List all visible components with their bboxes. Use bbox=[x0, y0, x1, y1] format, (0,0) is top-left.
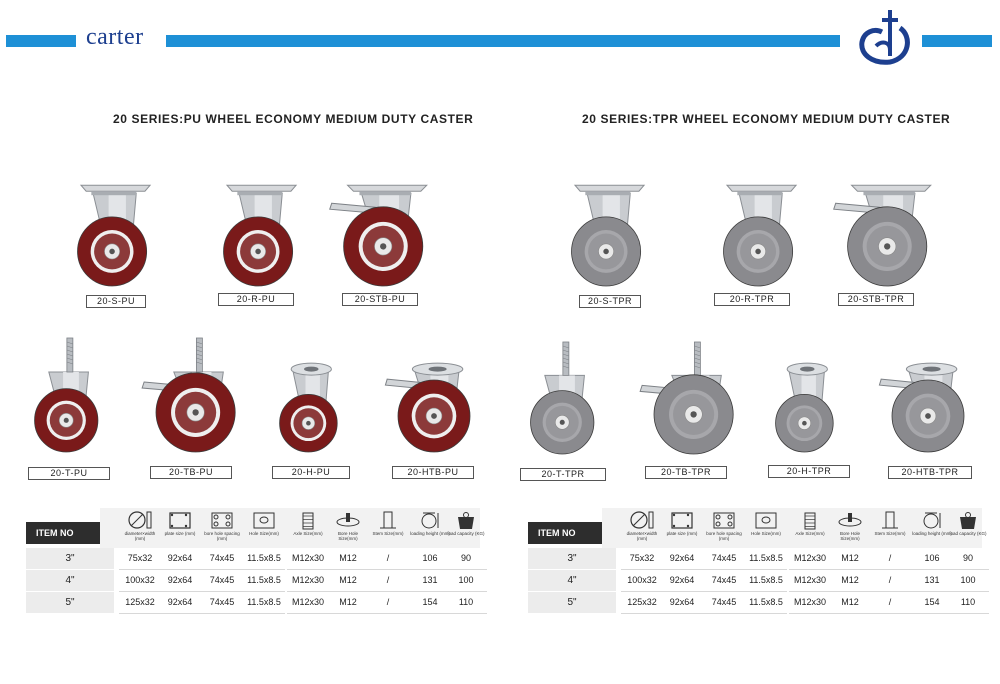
spec-column-caption: Hole Size(mm) bbox=[751, 531, 781, 536]
spec-column-caption: diameter×width (mm) bbox=[124, 531, 156, 541]
spec-column-caption: Stem Size(mm) bbox=[372, 531, 404, 536]
spec-value-cell: 75x32 bbox=[119, 548, 161, 570]
spec-column-caption: bore hole spacing (mm) bbox=[706, 531, 742, 541]
spec-value-cell: 106 bbox=[911, 548, 953, 570]
item-no-header: ITEM NO bbox=[26, 522, 100, 544]
spec-value-cell: 74x45 bbox=[703, 570, 745, 592]
spec-column-header bbox=[244, 510, 284, 536]
20-stb-pu-caster-image bbox=[316, 180, 436, 290]
spec-value-cell: 74x45 bbox=[703, 548, 745, 570]
tpr-section-title: 20 SERIES:TPR WHEEL ECONOMY MEDIUM DUTY CASTER bbox=[582, 112, 951, 126]
20-s-pu-caster-image bbox=[66, 180, 162, 290]
spec-column-header bbox=[830, 510, 870, 541]
spec-value-cell: 100 bbox=[947, 570, 989, 592]
spec-column-caption: loading height (mm) bbox=[912, 531, 952, 536]
plate-size-icon bbox=[669, 510, 695, 530]
spec-value-cell: 74x45 bbox=[201, 592, 243, 614]
wheel-diameter-icon bbox=[127, 510, 153, 530]
header-bar-middle bbox=[166, 35, 840, 47]
20-s-pu-model-label: 20-S-PU bbox=[86, 295, 146, 308]
spec-value-cell: 154 bbox=[409, 592, 451, 614]
spec-column-caption: load capacity (KG) bbox=[447, 531, 485, 536]
spec-column-header bbox=[746, 510, 786, 536]
spec-column-header bbox=[288, 510, 328, 536]
spec-value-cell: M12 bbox=[327, 592, 369, 614]
spec-value-cell: 110 bbox=[445, 592, 487, 614]
20-s-tpr-caster-image bbox=[560, 180, 656, 290]
plate-size-icon bbox=[167, 510, 193, 530]
20-htb-pu-model-label: 20-HTB-PU bbox=[392, 466, 474, 479]
20-tb-pu-model-label: 20-TB-PU bbox=[150, 466, 232, 479]
spec-column-caption: load capacity (KG) bbox=[949, 531, 987, 536]
20-h-pu-model-label: 20-H-PU bbox=[272, 466, 350, 479]
spec-column-header bbox=[912, 510, 952, 536]
spec-value-cell: M12 bbox=[829, 592, 871, 614]
spec-column-header bbox=[328, 510, 368, 541]
spec-column-caption: Stem Size(mm) bbox=[874, 531, 906, 536]
wheel-size-cell: 4" bbox=[528, 570, 616, 592]
load-capacity-icon bbox=[955, 510, 981, 530]
spec-value-cell: 11.5x8.5 bbox=[243, 548, 285, 570]
20-tb-pu-caster-image bbox=[134, 336, 244, 456]
spec-column-header bbox=[870, 510, 910, 536]
wheel-size-cell: 3" bbox=[26, 548, 114, 570]
20-h-tpr-caster-image bbox=[766, 350, 846, 456]
loading-height-icon bbox=[919, 510, 945, 530]
spec-value-cell: 125x32 bbox=[621, 592, 663, 614]
20-t-pu-model-label: 20-T-PU bbox=[28, 467, 110, 480]
wheel-diameter-icon bbox=[629, 510, 655, 530]
spec-value-cell: 11.5x8.5 bbox=[243, 592, 285, 614]
spec-value-cell: 90 bbox=[947, 548, 989, 570]
spec-value-cell: M12x30 bbox=[287, 570, 329, 592]
spec-column-header bbox=[662, 510, 702, 536]
spec-value-cell: / bbox=[869, 592, 911, 614]
spec-table-row bbox=[528, 570, 982, 592]
spec-column-header bbox=[622, 510, 662, 541]
spec-value-cell: M12 bbox=[829, 548, 871, 570]
spec-value-cell: M12x30 bbox=[789, 548, 831, 570]
header-bar-left bbox=[6, 35, 76, 47]
20-r-pu-caster-image bbox=[212, 180, 308, 290]
spec-value-cell: M12x30 bbox=[287, 548, 329, 570]
spec-value-cell: 11.5x8.5 bbox=[745, 592, 787, 614]
20-htb-tpr-model-label: 20-HTB-TPR bbox=[888, 466, 972, 479]
spec-value-cell: 154 bbox=[911, 592, 953, 614]
spec-value-cell: 100x32 bbox=[119, 570, 161, 592]
20-htb-pu-caster-image bbox=[378, 350, 478, 456]
spec-column-caption: bore hole spacing (mm) bbox=[204, 531, 240, 541]
hole-size-icon bbox=[251, 510, 277, 530]
spec-column-caption: Axle Size(mm) bbox=[795, 531, 825, 536]
stem-size-icon bbox=[375, 510, 401, 530]
spec-value-cell: 92x64 bbox=[661, 592, 703, 614]
load-capacity-icon bbox=[453, 510, 479, 530]
spec-column-caption: Bore Hole Size(mm) bbox=[839, 531, 860, 541]
spec-value-cell: 11.5x8.5 bbox=[243, 570, 285, 592]
spec-value-cell: 74x45 bbox=[201, 570, 243, 592]
20-r-tpr-caster-image bbox=[712, 180, 808, 290]
stem-size-icon bbox=[877, 510, 903, 530]
spec-column-header bbox=[704, 510, 744, 541]
spec-value-cell: / bbox=[869, 548, 911, 570]
spec-column-header bbox=[790, 510, 830, 536]
spec-value-cell: 11.5x8.5 bbox=[745, 570, 787, 592]
spec-column-header bbox=[368, 510, 408, 536]
20-s-tpr-model-label: 20-S-TPR bbox=[579, 295, 641, 308]
wheel-size-cell: 3" bbox=[528, 548, 616, 570]
spec-table-row bbox=[26, 570, 480, 592]
spec-column-caption: Bore Hole Size(mm) bbox=[337, 531, 358, 541]
spec-value-cell: 106 bbox=[409, 548, 451, 570]
pu-section-title: 20 SERIES:PU WHEEL ECONOMY MEDIUM DUTY CASTER bbox=[113, 112, 474, 126]
spec-value-cell: M12x30 bbox=[287, 592, 329, 614]
20-h-pu-caster-image bbox=[270, 350, 350, 456]
spec-table-row bbox=[26, 548, 480, 570]
spec-value-cell: 11.5x8.5 bbox=[745, 548, 787, 570]
item-no-header: ITEM NO bbox=[528, 522, 602, 544]
spec-column-caption: diameter×width (mm) bbox=[626, 531, 658, 541]
loading-height-icon bbox=[417, 510, 443, 530]
spec-value-cell: 92x64 bbox=[159, 570, 201, 592]
spec-value-cell: 74x45 bbox=[703, 592, 745, 614]
spec-value-cell: M12x30 bbox=[789, 570, 831, 592]
wheel-size-cell: 5" bbox=[528, 592, 616, 614]
20-t-tpr-model-label: 20-T-TPR bbox=[520, 468, 606, 481]
20-r-tpr-model-label: 20-R-TPR bbox=[714, 293, 790, 306]
spec-table-row bbox=[528, 548, 982, 570]
spec-column-caption: Axle Size(mm) bbox=[293, 531, 323, 536]
spec-value-cell: / bbox=[869, 570, 911, 592]
spec-column-caption: loading height (mm) bbox=[410, 531, 450, 536]
20-htb-tpr-caster-image bbox=[872, 350, 972, 456]
20-tb-tpr-caster-image bbox=[632, 340, 742, 458]
20-h-tpr-model-label: 20-H-TPR bbox=[768, 465, 850, 478]
spec-value-cell: 92x64 bbox=[661, 570, 703, 592]
spec-column-caption: plate size (mm) bbox=[666, 531, 698, 536]
spec-value-cell: 110 bbox=[947, 592, 989, 614]
spec-value-cell: 90 bbox=[445, 548, 487, 570]
spec-value-cell: 92x64 bbox=[159, 592, 201, 614]
bolt-hole-spacing-icon bbox=[711, 510, 737, 530]
wheel-size-cell: 5" bbox=[26, 592, 114, 614]
spec-table-row bbox=[26, 592, 480, 614]
spec-value-cell: M12x30 bbox=[789, 592, 831, 614]
axle-size-icon bbox=[295, 510, 321, 530]
spec-column-header bbox=[446, 510, 486, 536]
spec-column-header bbox=[160, 510, 200, 536]
spec-column-header bbox=[120, 510, 160, 541]
carter-logo-icon bbox=[852, 6, 916, 68]
spec-value-cell: 100 bbox=[445, 570, 487, 592]
spec-value-cell: 92x64 bbox=[159, 548, 201, 570]
20-stb-tpr-caster-image bbox=[820, 180, 940, 290]
spec-table-row bbox=[528, 592, 982, 614]
spec-value-cell: 75x32 bbox=[621, 548, 663, 570]
spec-value-cell: / bbox=[367, 548, 409, 570]
20-t-pu-caster-image bbox=[24, 336, 112, 456]
20-stb-pu-model-label: 20-STB-PU bbox=[342, 293, 418, 306]
spec-value-cell: M12 bbox=[327, 548, 369, 570]
20-r-pu-model-label: 20-R-PU bbox=[218, 293, 294, 306]
spec-value-cell: / bbox=[367, 592, 409, 614]
tpr-spec-table bbox=[528, 508, 987, 610]
spec-value-cell: M12 bbox=[327, 570, 369, 592]
bore-hole-size-icon bbox=[335, 510, 361, 530]
20-t-tpr-caster-image bbox=[520, 340, 608, 458]
spec-column-caption: plate size (mm) bbox=[164, 531, 196, 536]
spec-value-cell: 131 bbox=[911, 570, 953, 592]
axle-size-icon bbox=[797, 510, 823, 530]
spec-value-cell: / bbox=[367, 570, 409, 592]
spec-column-header bbox=[948, 510, 988, 536]
hole-size-icon bbox=[753, 510, 779, 530]
spec-column-caption: Hole Size(mm) bbox=[249, 531, 279, 536]
wheel-size-cell: 4" bbox=[26, 570, 114, 592]
20-stb-tpr-model-label: 20-STB-TPR bbox=[838, 293, 914, 306]
spec-column-header bbox=[202, 510, 242, 541]
brand-name: carter bbox=[86, 24, 144, 50]
spec-value-cell: M12 bbox=[829, 570, 871, 592]
spec-column-header bbox=[410, 510, 450, 536]
bolt-hole-spacing-icon bbox=[209, 510, 235, 530]
bore-hole-size-icon bbox=[837, 510, 863, 530]
spec-value-cell: 125x32 bbox=[119, 592, 161, 614]
header-bar-right bbox=[922, 35, 992, 47]
20-tb-tpr-model-label: 20-TB-TPR bbox=[645, 466, 727, 479]
spec-value-cell: 100x32 bbox=[621, 570, 663, 592]
pu-spec-table bbox=[26, 508, 485, 610]
spec-value-cell: 131 bbox=[409, 570, 451, 592]
spec-value-cell: 74x45 bbox=[201, 548, 243, 570]
spec-value-cell: 92x64 bbox=[661, 548, 703, 570]
